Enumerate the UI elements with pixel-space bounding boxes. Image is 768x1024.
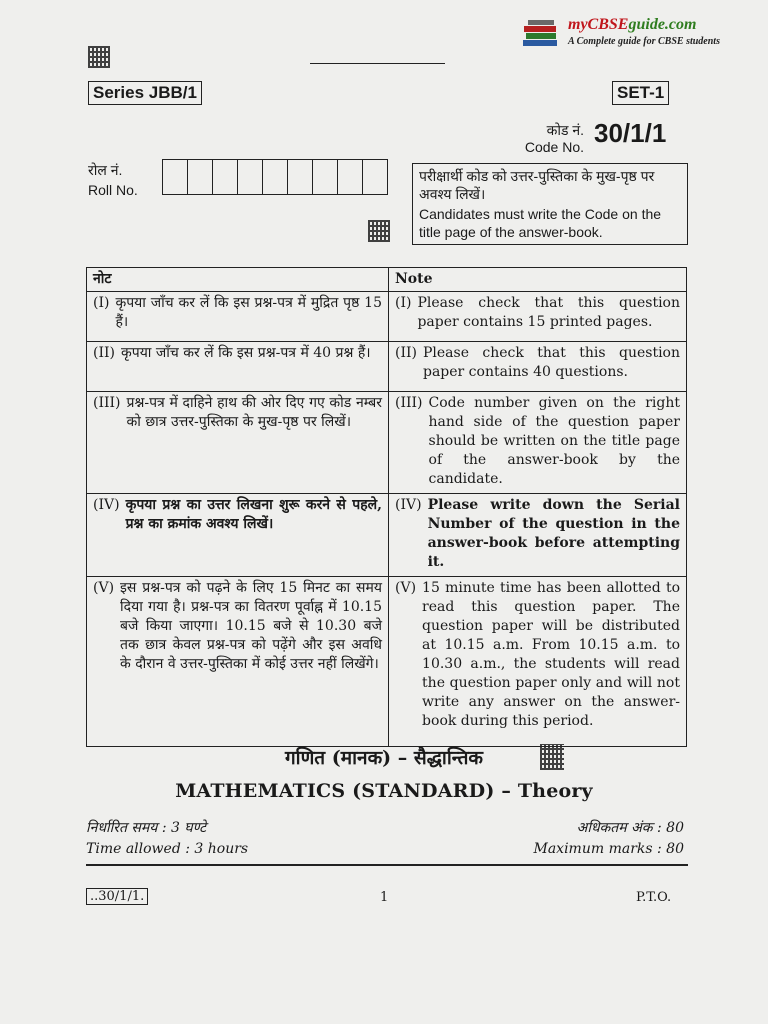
code-label <box>508 122 584 156</box>
note-text: कृपया जाँच कर लें कि इस प्रश्न-पत्र में मुद्रित पृष्ठ 15 हैं। <box>115 295 382 330</box>
note-number: (II) <box>93 345 115 361</box>
roll-cell[interactable] <box>163 160 188 194</box>
note-number: (IV) <box>395 497 422 513</box>
note-header-hindi: नोट <box>87 268 389 292</box>
candidate-note-hindi: परीक्षार्थी कोड को उत्तर-पुस्तिका के मुख-पृष्ठ पर अवश्य लिखें। <box>419 168 655 202</box>
note-row <box>87 392 687 494</box>
note-number: (III) <box>93 395 121 411</box>
time-allowed-hindi: निर्धारित समय : 3 घण्टे <box>86 820 207 836</box>
set-label: SET-1 <box>612 81 669 105</box>
roll-label <box>88 160 138 200</box>
note-cell-hindi <box>87 342 389 392</box>
note-text: Please check that this question paper contains 40 questions. <box>422 345 680 380</box>
subject-title-english: MATHEMATICS (STANDARD) – Theory <box>175 780 593 802</box>
maximum-marks-english: Maximum marks : 80 <box>533 841 684 857</box>
note-row <box>87 494 687 577</box>
note-cell-english <box>389 494 687 577</box>
note-number: (V) <box>93 580 115 596</box>
maximum-marks <box>470 818 684 860</box>
roll-cell[interactable] <box>338 160 363 194</box>
note-number: (II) <box>395 345 417 361</box>
note-text: 15 minute time has been allotted to read this question paper. The question paper will be distributed at 10.15 a.m. From 10.15 a.m. to 10.30 a.m., the students will read the question paper only and will not write any answer on the answer-book during this period. <box>422 580 680 729</box>
note-cell-english <box>389 342 687 392</box>
footer-code: ..30/1/1. <box>86 888 148 905</box>
qr-code-icon <box>540 744 564 770</box>
note-text: Code number given on the right hand side of the question paper should be written on the title page of the answer-book by the candidate. <box>428 395 680 487</box>
roll-number-boxes[interactable] <box>162 159 388 195</box>
note-cell-english <box>389 577 687 747</box>
roll-label-english: Roll No. <box>88 182 138 198</box>
time-allowed <box>86 818 248 860</box>
roll-cell[interactable] <box>238 160 263 194</box>
note-number: (I) <box>93 295 110 311</box>
notes-header-row <box>87 268 687 292</box>
time-allowed-english: Time allowed : 3 hours <box>86 841 249 857</box>
note-cell-hindi <box>87 494 389 577</box>
series-label: Series JBB/1 <box>88 81 202 105</box>
top-divider <box>310 63 445 64</box>
qr-code-icon <box>368 220 390 242</box>
candidate-code-instruction <box>412 163 688 245</box>
note-text: प्रश्न-पत्र में दाहिने हाथ की ओर दिए गए कोड नम्बर को छात्र उत्तर-पुस्तिका के मुख-पृष्ठ पर लिखें। <box>126 395 382 430</box>
note-text: Please write down the Serial Number of the question in the answer-book before attempting it. <box>427 497 680 570</box>
subject-title-hindi: गणित (मानक) – सैद्धान्तिक <box>284 747 484 769</box>
note-row <box>87 577 687 747</box>
please-turn-over: P.T.O. <box>636 890 672 905</box>
note-row <box>87 292 687 342</box>
page-number: 1 <box>380 890 389 905</box>
logo-tagline: A Complete guide for CBSE students <box>568 36 720 47</box>
note-text: कृपया प्रश्न का उत्तर लिखना शुरू करने से पहले, प्रश्न का क्रमांक अवश्य लिखें। <box>125 497 382 532</box>
note-cell-hindi <box>87 292 389 342</box>
roll-cell[interactable] <box>363 160 387 194</box>
roll-cell[interactable] <box>288 160 313 194</box>
note-text: कृपया जाँच कर लें कि इस प्रश्न-पत्र में 40 प्रश्न हैं। <box>120 345 371 361</box>
note-number: (III) <box>395 395 423 411</box>
note-text: इस प्रश्न-पत्र को पढ़ने के लिए 15 मिनट का समय दिया गया है। प्रश्न-पत्र का वितरण पूर्वाह्न में 10.15 बजे किया जाएगा। 10.15 बजे से 10.30 बजे तक छात्र केवल प्रश्न-पत्र को पढ़ेंगे और इस अवधि के दौरान वे उत्तर-पुस्तिका में कोई उत्तर नहीं लिखेंगे। <box>120 580 382 672</box>
note-row <box>87 342 687 392</box>
cbse-guide-logo <box>522 16 762 56</box>
note-cell-hindi <box>87 392 389 494</box>
roll-cell[interactable] <box>188 160 213 194</box>
qr-code-icon <box>88 46 110 68</box>
roll-label-hindi: रोल नं. <box>88 162 123 178</box>
note-number: (IV) <box>93 497 120 513</box>
notes-table <box>86 267 687 747</box>
note-number: (V) <box>395 580 417 596</box>
books-icon <box>522 18 562 48</box>
logo-title: myCBSEguide.com <box>568 16 697 33</box>
code-number: 30/1/1 <box>594 118 667 148</box>
note-cell-hindi <box>87 577 389 747</box>
code-label-hindi: कोड नं. <box>546 122 584 138</box>
roll-cell[interactable] <box>213 160 238 194</box>
code-label-english: Code No. <box>524 139 584 155</box>
roll-cell[interactable] <box>263 160 288 194</box>
note-number: (I) <box>395 295 412 311</box>
note-cell-english <box>389 292 687 342</box>
section-divider <box>86 864 688 866</box>
maximum-marks-hindi: अधिकतम अंक : 80 <box>576 820 684 836</box>
note-text: Please check that this question paper contains 15 printed pages. <box>417 295 680 330</box>
note-cell-english <box>389 392 687 494</box>
note-header-english: Note <box>389 268 687 292</box>
roll-cell[interactable] <box>313 160 338 194</box>
candidate-note-english: Candidates must write the Code on the title page of the answer-book. <box>419 206 662 240</box>
